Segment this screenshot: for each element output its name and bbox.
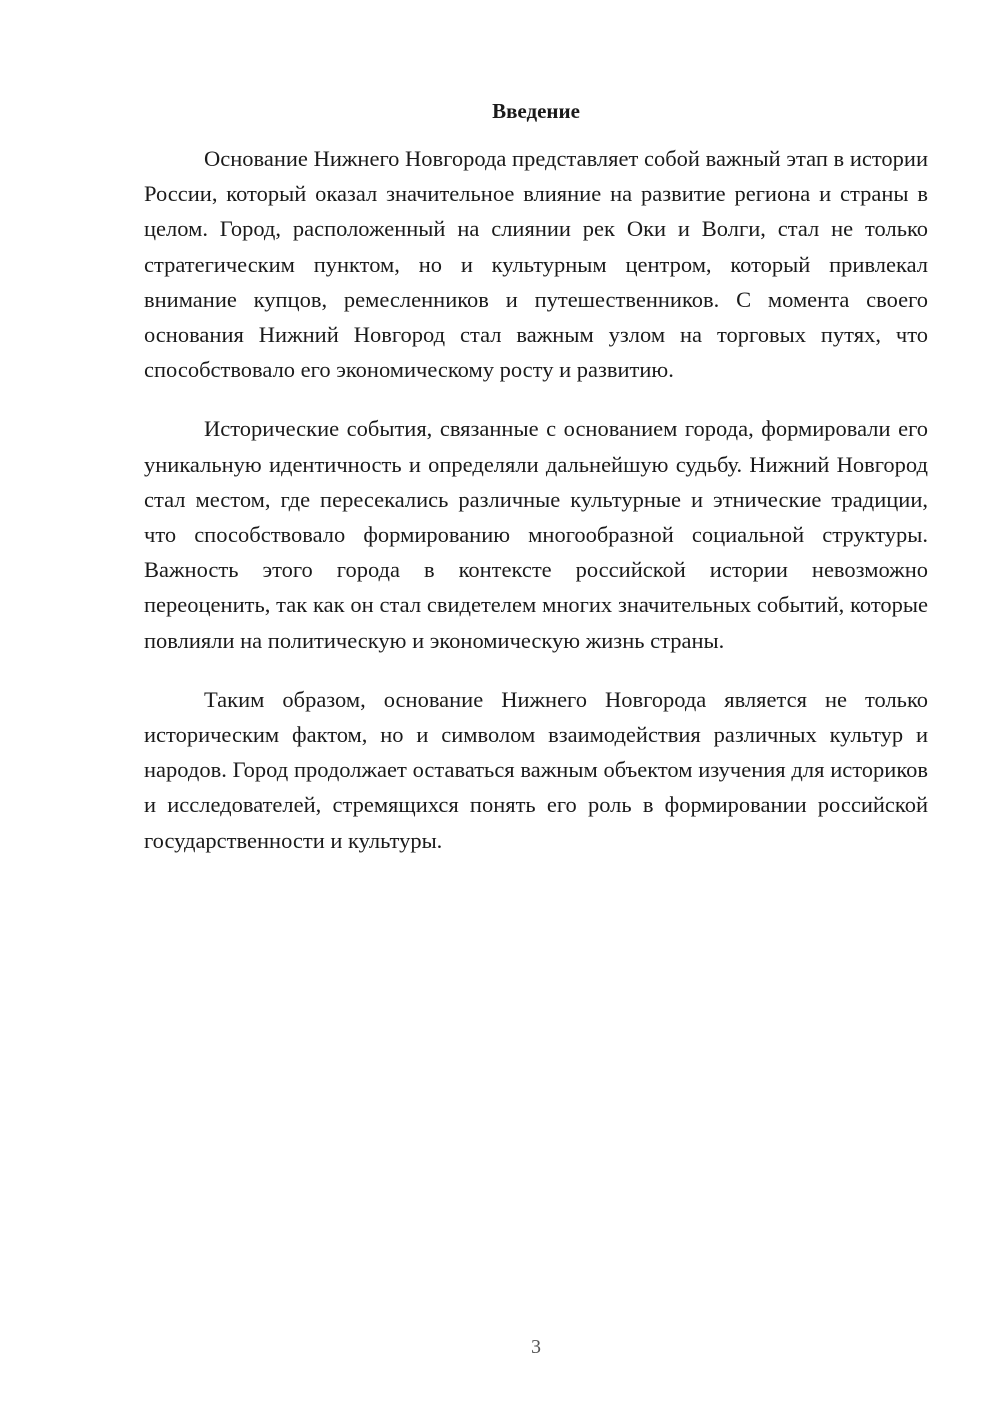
paragraph-3: Таким образом, основание Нижнего Новгорода является не только историческим фактом, но и символом взаимодействия различных культур и народов. Город продолжает оставаться важным объектом изучения для историков и исследователей, стремящихся понять его роль в формировании российской государственности и культуры. [144,686,928,853]
section-heading: Введение [492,99,580,123]
page-number: 3 [531,1336,541,1358]
paragraph-1: Основание Нижнего Новгорода представляет собой важный этап в истории России, который оказал значительное влияние на развитие региона и страны в целом. Город, расположенный на слиянии рек Оки и Волги, стал не только стратегическим пунктом, но и культурным центром, который привлекал внимание купцов, ремесленников и путешественников. С момента своего основания Нижний Новгород стал важным узлом на торговых путях, что способствовало его экономическому росту и развитию. [144,146,928,383]
paragraph-2: Исторические события, связанные с основанием города, формировали его уникальную идентичность и определяли дальнейшую судьбу. Нижний Новгород стал местом, где пересекались различные культурные и этнические традиции, что способствовало формированию многообразной социальной структуры. Важность этого города в контексте российской истории невозможно переоценить, так как он стал свидетелем многих значительных событий, которые повлияли на политическую и экономическую жизнь страны. [144,416,928,653]
body-text [144,141,928,882]
